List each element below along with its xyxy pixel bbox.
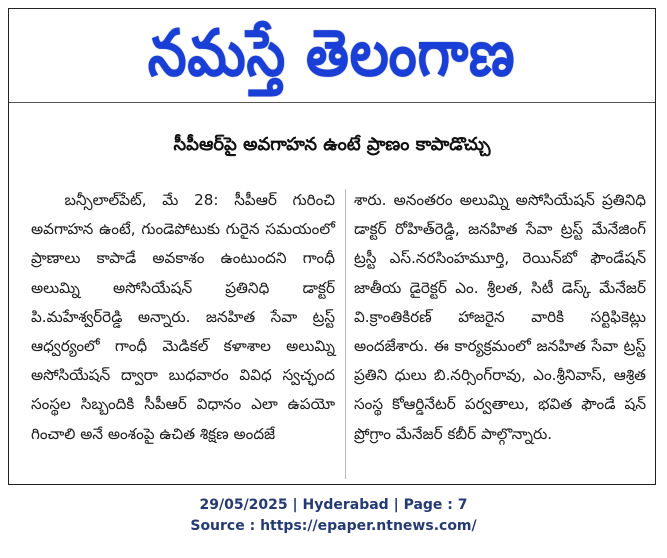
masthead — [9, 11, 655, 99]
masthead-divider — [9, 102, 655, 103]
newspaper-clipping — [8, 8, 656, 485]
article-headline: సీపీఆర్‌పై అవగాహన ఉంటే ప్రాణం కాపాడొచ్చు — [173, 134, 491, 155]
source-link[interactable]: Source : https://epaper.ntnews.com/ — [190, 518, 477, 534]
edition-info: 29/05/2025 | Hyderabad | Page : 7 — [199, 497, 468, 513]
article-column-right: శారు. అనంతరం అలుమ్ని అసోసియేషన్ ప్రతినిధి డాక్టర్ రోహిత్‌రెడ్డి, జనహిత సేవా ట్రస్ట్ మేనేజింగ్ ట్రస్టీ ఎస్.నరసింహమూర్తి, రెయిన్‌బో ఫౌండేషన్ జాతీయ డైరెక్టర్ ఎం. శ్రీలత, సిటీ డెస్క్ మేనేజర్ వి.క్రాంతికిరణ్ హాజరైన వారికి సర్టిఫికెట్లు అందజేశారు. ఈ కార్యక్రమంలో జనహిత సేవా ట్రస్ట్ ప్రతిని ధులు బి.నర్సింగ్‌రావు, ఎం.శ్రీనివాస్, ఆశ్రిత సంస్థ కోఆర్డినేటర్ పర్వతాలు, భవిత ఫౌండే షన్ ప్రోగ్రాం మేనేజర్ కబీర్ పాల్గొన్నారు. — [354, 191, 646, 443]
column-divider — [345, 189, 346, 479]
article-column-left: బన్సీలాల్‌పేట్, మే 28: సీపీఆర్ గురించి అవగాహన ఉంటే, గుండెపోటుకు గురైన సమయంలో ప్రాణాలు కాపాడే అవకాశం ఉంటుందని గాంధీ అలుమ్ని అసోసియేషన్ ప్రతినిధి డాక్టర్ పి.మహేశ్వర్‌రెడ్డి అన్నారు. జనహిత సేవా ట్రస్ట్ ఆధ్వర్యంలో గాంధీ మెడికల్ కళాశాల అలుమ్ని అసోసియేషన్ ద్వారా బుధవారం వివిధ స్వచ్ఛంద సంస్థల సిబ్బందికి సీపీఆర్ విధానం ఎలా ఉపయో గించాలి అనే అంశంపై ఉచిత శిక్షణ అందజే — [31, 191, 335, 443]
newspaper-logo: నమస్తే తెలంగాణ — [148, 17, 516, 91]
